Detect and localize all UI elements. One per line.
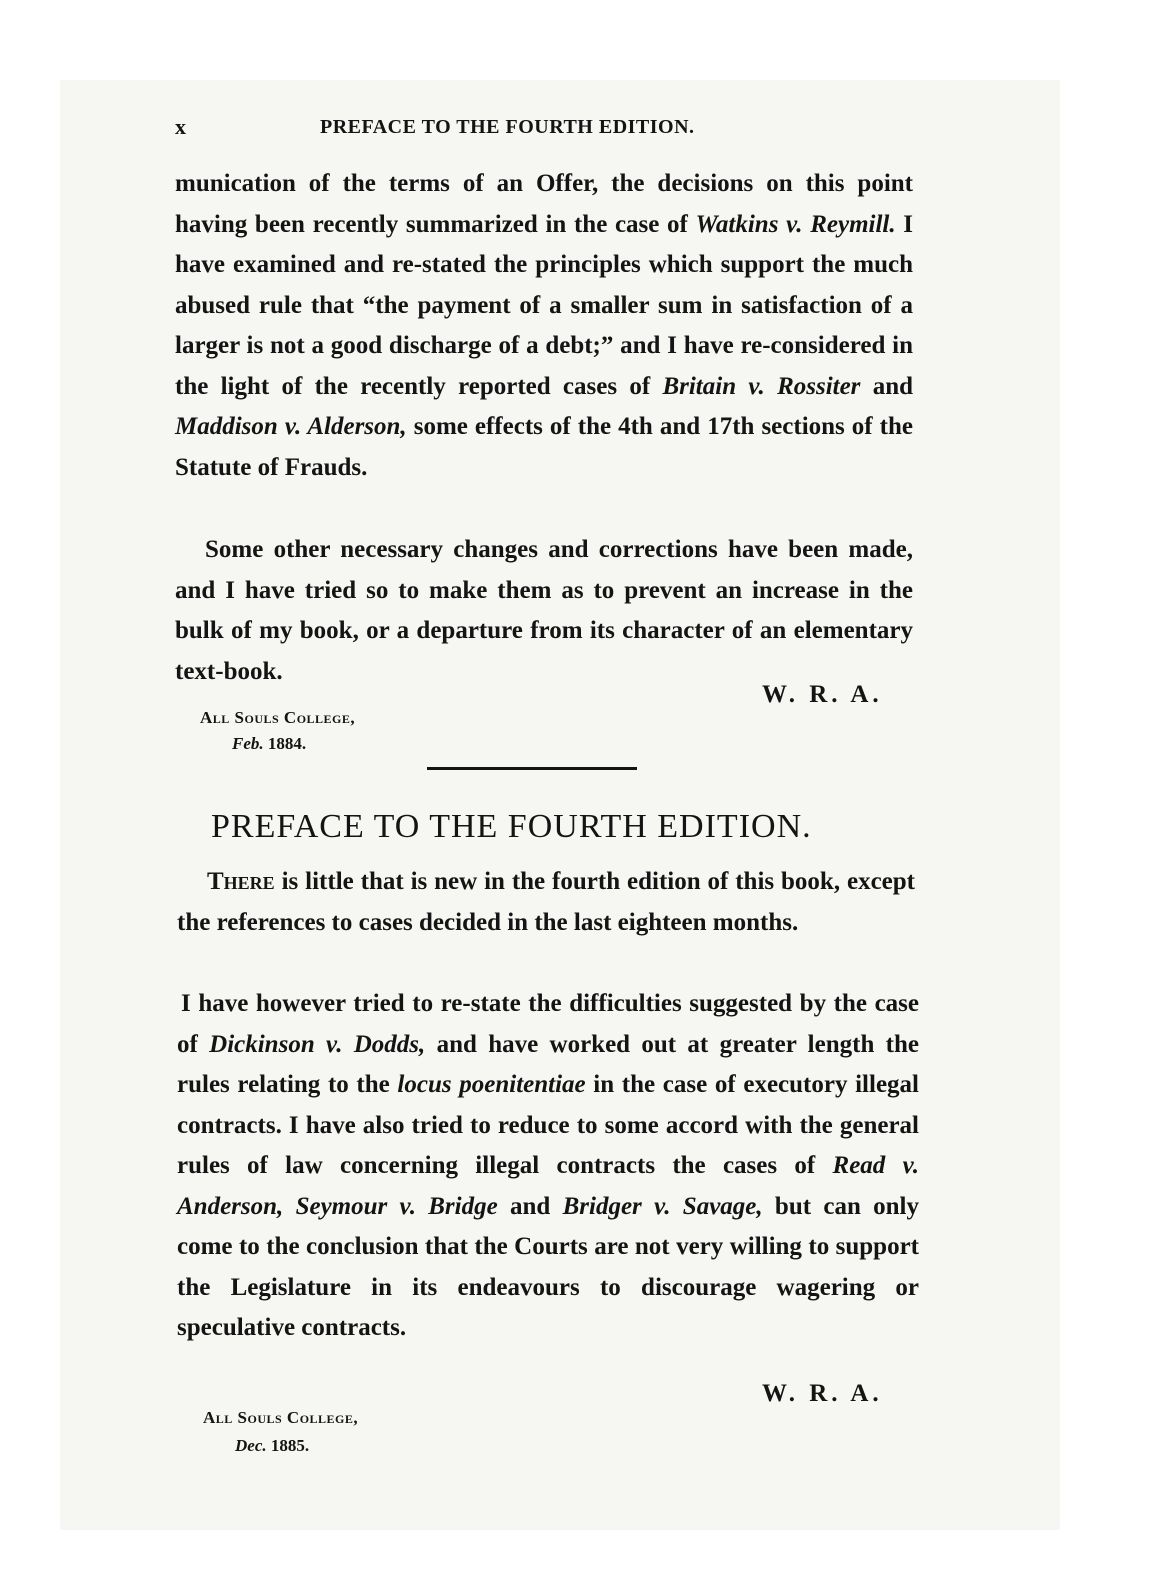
para1-text-4: some effects of the 4th and 17th sections of the Statute of Frauds. bbox=[175, 413, 913, 481]
case-name-maddison: Maddison v. Alderson, bbox=[175, 413, 407, 440]
para4-text-1: I have however tried to re-state the difficulties suggested by the case of bbox=[177, 990, 919, 1058]
preface-date bbox=[232, 734, 306, 754]
signature-initials: W. R. A. bbox=[762, 681, 883, 708]
date-month: Feb. bbox=[232, 734, 264, 753]
para1-text-1: munication of the terms of an Offer, the decisions on this point having been recently summarized in the case of bbox=[175, 170, 913, 238]
running-head-title: PREFACE TO THE FOURTH EDITION. bbox=[320, 116, 695, 138]
paragraph-changes: Some other necessary changes and corrections have been made, and I have tried so to make them as to prevent an increase in the bulk of my book, or a departure from its character of an elementary text-book. bbox=[175, 536, 913, 685]
case-name-watkins: Watkins v. Reymill. bbox=[695, 210, 896, 238]
case-name-read-seymour: Read v. Anderson, Seymour v. Bridge bbox=[177, 1152, 919, 1220]
para4-text-2: and have worked out at greater length the rules relating to the bbox=[177, 1030, 919, 1098]
date-year: 1884. bbox=[267, 734, 307, 753]
section-heading: PREFACE TO THE FOURTH EDITION. bbox=[211, 808, 812, 845]
paragraph-difficulties bbox=[177, 984, 919, 1349]
paragraph-intro bbox=[177, 862, 915, 943]
para1-text-2: I have examined and re-stated the principles which support the much abused rule that “the payment of a smaller sum in satisfaction of a larger is not a good discharge of a debt;” and I have re-considered in the light of the recently reported cases of bbox=[175, 210, 914, 400]
latin-phrase: locus poenitentiae bbox=[397, 1071, 586, 1098]
case-name-bridger: Bridger v. Savage, bbox=[562, 1192, 763, 1220]
preface-date bbox=[235, 1436, 309, 1456]
case-name-britain: Britain v. Rossiter bbox=[662, 372, 861, 400]
date-month: Dec. bbox=[235, 1436, 267, 1455]
section-divider bbox=[427, 767, 637, 770]
signature-initials: W. R. A. bbox=[762, 1380, 883, 1407]
running-head bbox=[175, 114, 915, 144]
page-number: x bbox=[175, 114, 186, 139]
para4-text-5: but can only come to the conclusion that the Courts are not very willing to support the Legislature in its endeavours to discourage wagering or speculative contracts. bbox=[177, 1192, 919, 1341]
para3-text: is little that is new in the fourth edition of this book, except the references to cases decided in the last eighteen months. bbox=[177, 868, 915, 936]
para4-text-3: in the case of executory illegal contracts. I have also tried to reduce to some accord with the general rules of law concerning illegal contracts the cases of bbox=[177, 1071, 919, 1179]
paragraph-continued bbox=[175, 164, 913, 488]
case-name-dickinson: Dickinson v. Dodds, bbox=[209, 1030, 426, 1058]
lead-word: There bbox=[207, 868, 275, 895]
para4-text-4: and bbox=[497, 1192, 563, 1220]
date-year: 1885. bbox=[270, 1436, 310, 1455]
college-name: All Souls College, bbox=[200, 708, 356, 727]
para1-text-3: and bbox=[860, 372, 914, 400]
college-name: All Souls College, bbox=[203, 1408, 359, 1427]
